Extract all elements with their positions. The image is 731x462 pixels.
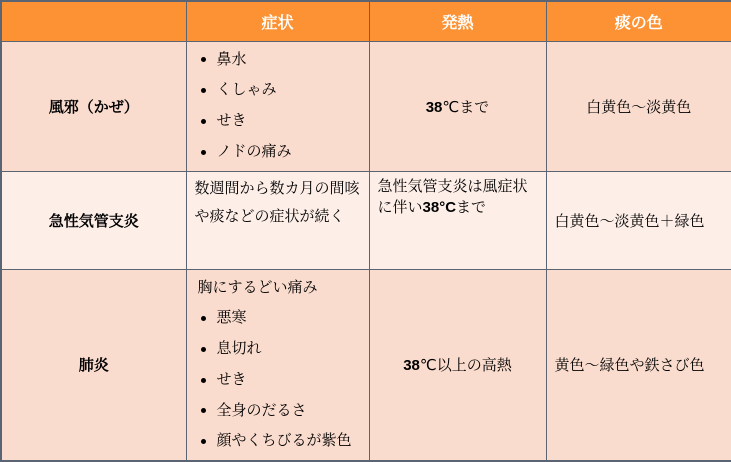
fever-cell-pneumonia xyxy=(369,269,546,461)
header-cell-empty xyxy=(1,1,186,41)
symptom-item: せき xyxy=(195,365,361,396)
text-run: ℃まで xyxy=(442,98,490,116)
table-row-cold xyxy=(1,41,731,171)
phlegm-cell-pneumonia: 黄色～緑色や鉄さび色 xyxy=(546,269,731,461)
header-cell-symptoms: 症状 xyxy=(186,1,369,41)
symptom-item: ノドの痛み xyxy=(195,137,361,168)
table-row-pneumonia xyxy=(1,269,731,461)
symptoms-cell-pneumonia xyxy=(186,269,369,461)
text-run: 38 xyxy=(425,98,443,116)
disease-name-cold: 風邪（かぜ） xyxy=(1,41,186,171)
symptom-item: せき xyxy=(195,106,361,137)
header-row xyxy=(1,1,731,41)
symptom-item: 全身のだるさ xyxy=(195,396,361,427)
disease-name-pneumonia: 肺炎 xyxy=(1,269,186,461)
header-cell-phlegm-color: 痰の色 xyxy=(546,1,731,41)
text-run: 38°C xyxy=(422,198,457,216)
table-row-bronchitis xyxy=(1,171,731,269)
symptoms-text-bronchitis: 数週間から数カ月の間咳や痰などの症状が続く xyxy=(194,179,360,225)
symptoms-cell-bronchitis xyxy=(186,171,369,269)
phlegm-cell-cold: 白黄色～淡黄色 xyxy=(546,41,731,171)
symptoms-list-pneumonia xyxy=(195,303,361,457)
text-run: ℃以上の高熱 xyxy=(419,357,512,375)
symptoms-lead-pneumonia: 胸にするどい痛み xyxy=(197,278,318,296)
symptoms-list-cold xyxy=(195,45,361,168)
text-run: 38 xyxy=(403,357,420,375)
disease-name-bronchitis: 急性気管支炎 xyxy=(1,171,186,269)
text-run: まで xyxy=(456,198,487,216)
symptom-item: 顔やくちびるが紫色 xyxy=(195,426,361,457)
text-run: 急性気管支炎は風症状に伴い xyxy=(377,177,528,216)
symptoms-cell-cold xyxy=(186,41,369,171)
fever-cell-bronchitis xyxy=(369,171,546,269)
symptom-item: 息切れ xyxy=(195,334,361,365)
phlegm-cell-bronchitis: 白黄色～淡黄色＋緑色 xyxy=(546,171,731,269)
symptom-item: 鼻水 xyxy=(195,45,361,76)
fever-cell-cold xyxy=(369,41,546,171)
symptom-item: 悪寒 xyxy=(195,303,361,334)
header-cell-fever: 発熱 xyxy=(369,1,546,41)
symptom-item: くしゃみ xyxy=(195,75,361,106)
